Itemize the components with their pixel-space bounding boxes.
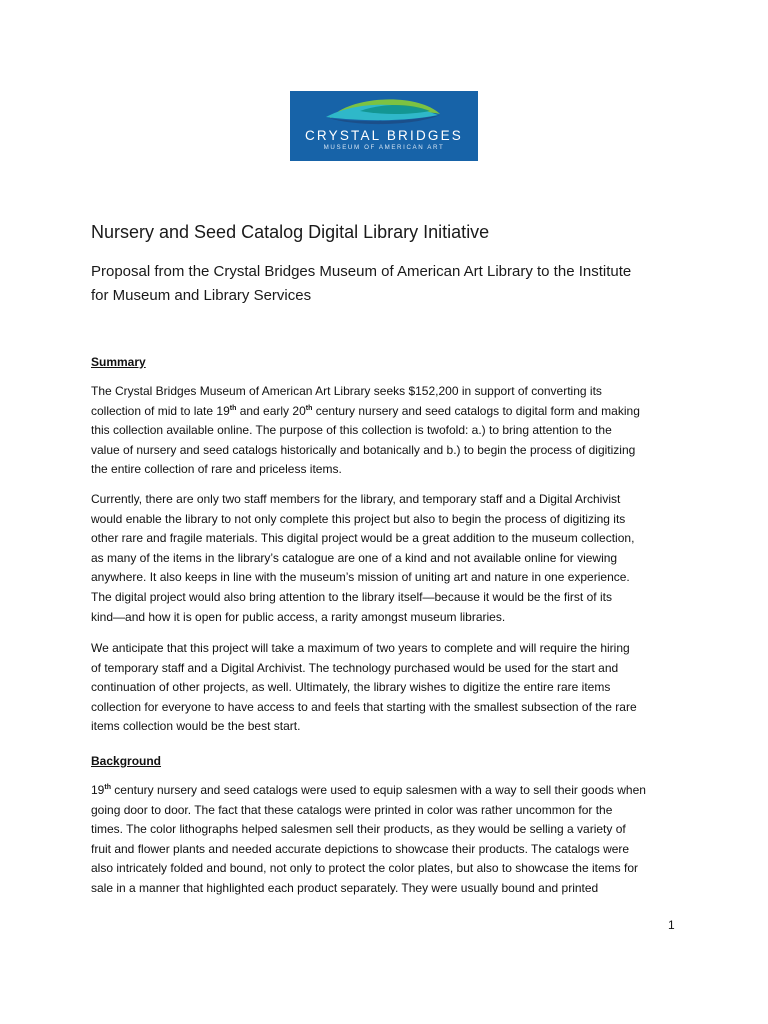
document-subtitle (91, 260, 691, 308)
paragraph-line: of temporary staff and a Digital Archivist. The technology purchased would be used for the start and (91, 660, 619, 675)
paragraph-line: sale in a manner that highlighted each product separately. They were usually bound and printed (91, 880, 599, 895)
summary-paragraph-3 (91, 639, 683, 737)
paragraph-line: anywhere. It also keeps in line with the museum’s mission of uniting art and nature in one experience. (91, 570, 630, 585)
subtitle-line: Proposal from the Crystal Bridges Museum of American Art Library to the Institute (91, 263, 632, 280)
paragraph-line: The digital project would also bring attention to the library itself—because it would be the first of its (91, 589, 612, 604)
paragraph-line: also intricately folded and bound, not only to protect the color plates, but also to showcase the items for (91, 861, 638, 876)
paragraph-line: this collection available online. The purpose of this collection is twofold: a.) to bring attention to the (91, 423, 612, 438)
paragraph-line: collection for everyone to have access to and feels that starting with the smallest subsection of the rare (91, 699, 637, 714)
paragraph-line: 19th century nursery and seed catalogs were used to equip salesmen with a way to sell their goods when (91, 783, 646, 797)
page-number: 1 (668, 918, 675, 932)
paragraph-line: value of nursery and seed catalogs historically and botanically and b.) to begin the process of digitizing (91, 442, 636, 457)
paragraph-line: would enable the library to not only complete this project but also to begin the process of digitizing its (91, 511, 626, 526)
subtitle-line: for Museum and Library Services (91, 287, 312, 304)
paragraph-line: Currently, there are only two staff members for the library, and temporary staff and a Digital Archivist (91, 492, 621, 506)
paragraph-line: The Crystal Bridges Museum of American Art Library seeks $152,200 in support of converting its (91, 384, 602, 398)
logo-leaf-icon (290, 91, 478, 131)
document-title: Nursery and Seed Catalog Digital Library Initiative (91, 222, 490, 242)
summary-paragraph-1 (91, 382, 683, 480)
paragraph-line: collection of mid to late 19th and early 20th century nursery and seed catalogs to digital form and making (91, 403, 640, 418)
summary-heading: Summary (91, 355, 146, 369)
logo-name: CRYSTAL BRIDGES (304, 128, 464, 143)
background-heading: Background (91, 754, 162, 768)
paragraph-line: the entire collection of rare and priceless items. (91, 462, 342, 477)
paragraph-line: going door to door. The fact that these catalogs were printed in color was rather uncommon for the (91, 802, 613, 817)
paragraph-line: times. The color lithographs helped salesmen sell their products, as they would be selling a variety of (91, 822, 626, 837)
paragraph-line: other rare and fragile materials. This digital project would be a great addition to the museum collection, (91, 531, 635, 546)
paragraph-line: We anticipate that this project will take a maximum of two years to complete and will require the hiring (91, 641, 630, 655)
paragraph-line: items collection would be the best start. (91, 719, 301, 734)
logo-subtitle: MUSEUM OF AMERICAN ART (323, 144, 445, 151)
summary-paragraph-2 (91, 490, 683, 627)
paragraph-line: kind—and how it is open for public access, a rarity amongst museum libraries. (91, 609, 506, 624)
crystal-bridges-logo (290, 91, 478, 161)
paragraph-line: fruit and flower plants and needed accurate depictions to showcase their products. The catalogs were (91, 841, 630, 856)
paragraph-line: continuation of other projects, as well. Ultimately, the library wishes to digitize the entire rare items (91, 680, 611, 695)
background-paragraph-1 (91, 781, 683, 899)
paragraph-line: as many of the items in the library’s catalogue are one of a kind and not available online for viewing (91, 550, 618, 565)
